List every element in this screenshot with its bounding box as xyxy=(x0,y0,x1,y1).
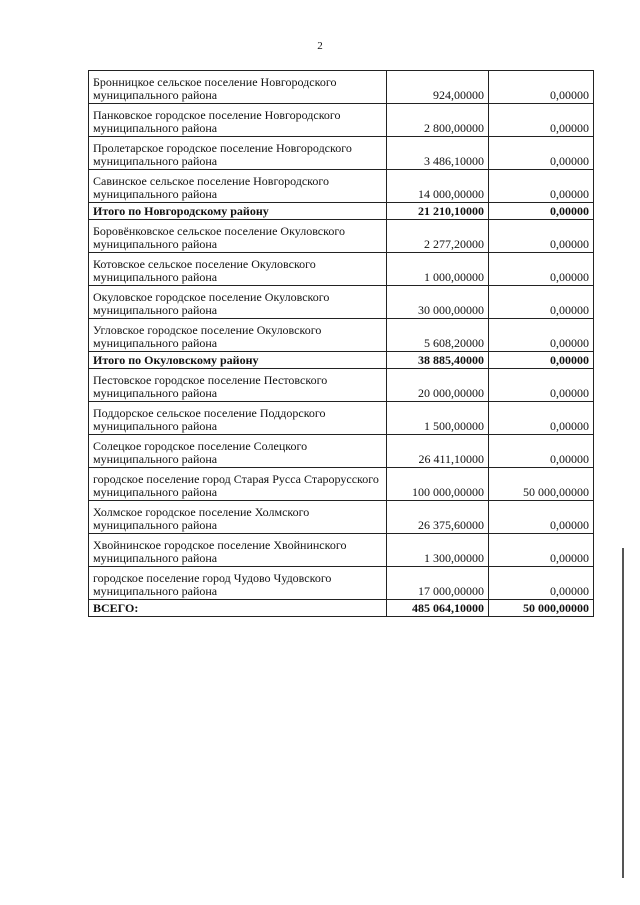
amount-cell: 924,00000 xyxy=(387,71,489,104)
amount-cell-second: 0,00000 xyxy=(489,402,594,435)
settlement-name-cell: Итого по Окуловскому району xyxy=(89,352,387,369)
amount-cell-second: 50 000,00000 xyxy=(489,600,594,617)
amount-cell: 26 375,60000 xyxy=(387,501,489,534)
amount-cell: 3 486,10000 xyxy=(387,137,489,170)
settlement-name-cell: Пестовское городское поселение Пестовского муниципального района xyxy=(89,369,387,402)
settlement-name-cell: Бронницкое сельское поселение Новгородского муниципального района xyxy=(89,71,387,104)
amount-cell: 26 411,10000 xyxy=(387,435,489,468)
total-row xyxy=(89,352,594,369)
scan-edge-mark xyxy=(622,548,624,878)
amount-cell: 2 800,00000 xyxy=(387,104,489,137)
amount-cell: 14 000,00000 xyxy=(387,170,489,203)
amount-cell: 20 000,00000 xyxy=(387,369,489,402)
table-row xyxy=(89,435,594,468)
settlement-name-cell: Угловское городское поселение Окуловского муниципального района xyxy=(89,319,387,352)
settlement-name-cell: Итого по Новгородскому району xyxy=(89,203,387,220)
table-row xyxy=(89,137,594,170)
amount-cell-second: 0,00000 xyxy=(489,253,594,286)
amount-cell-second: 0,00000 xyxy=(489,286,594,319)
amount-cell-second: 50 000,00000 xyxy=(489,468,594,501)
table-row xyxy=(89,468,594,501)
table-row xyxy=(89,534,594,567)
amount-cell-second: 0,00000 xyxy=(489,352,594,369)
amount-cell-second: 0,00000 xyxy=(489,137,594,170)
amount-cell-second: 0,00000 xyxy=(489,369,594,402)
total-row xyxy=(89,600,594,617)
amount-cell: 1 500,00000 xyxy=(387,402,489,435)
settlement-name-cell: Боровёнковское сельское поселение Окуловского муниципального района xyxy=(89,220,387,253)
table-row xyxy=(89,369,594,402)
amount-cell-second: 0,00000 xyxy=(489,567,594,600)
amount-cell: 100 000,00000 xyxy=(387,468,489,501)
amount-cell-second: 0,00000 xyxy=(489,319,594,352)
table-row xyxy=(89,286,594,319)
table-row xyxy=(89,104,594,137)
settlement-name-cell: Солецкое городское поселение Солецкого муниципального района xyxy=(89,435,387,468)
settlement-name-cell: Хвойнинское городское поселение Хвойнинского муниципального района xyxy=(89,534,387,567)
settlement-name-cell: Панковское городское поселение Новгородского муниципального района xyxy=(89,104,387,137)
amount-cell: 1 000,00000 xyxy=(387,253,489,286)
settlement-name-cell: Пролетарское городское поселение Новгородского муниципального района xyxy=(89,137,387,170)
table-row xyxy=(89,253,594,286)
amount-cell: 1 300,00000 xyxy=(387,534,489,567)
amount-cell-second: 0,00000 xyxy=(489,501,594,534)
amount-cell: 17 000,00000 xyxy=(387,567,489,600)
budget-allocation-table xyxy=(88,70,594,617)
amount-cell: 30 000,00000 xyxy=(387,286,489,319)
table-row xyxy=(89,220,594,253)
amount-cell-second: 0,00000 xyxy=(489,534,594,567)
amount-cell-second: 0,00000 xyxy=(489,170,594,203)
total-row xyxy=(89,203,594,220)
amount-cell: 38 885,40000 xyxy=(387,352,489,369)
page-number: 2 xyxy=(317,40,323,52)
table-row xyxy=(89,567,594,600)
settlement-name-cell: городское поселение город Чудово Чудовского муниципального района xyxy=(89,567,387,600)
table-row xyxy=(89,170,594,203)
amount-cell: 5 608,20000 xyxy=(387,319,489,352)
amount-cell-second: 0,00000 xyxy=(489,435,594,468)
settlement-name-cell: городское поселение город Старая Русса Старорусского муниципального района xyxy=(89,468,387,501)
amount-cell: 21 210,10000 xyxy=(387,203,489,220)
settlement-name-cell: ВСЕГО: xyxy=(89,600,387,617)
table-row xyxy=(89,319,594,352)
amount-cell: 2 277,20000 xyxy=(387,220,489,253)
table-row xyxy=(89,402,594,435)
settlement-name-cell: Котовское сельское поселение Окуловского муниципального района xyxy=(89,253,387,286)
settlement-name-cell: Окуловское городское поселение Окуловского муниципального района xyxy=(89,286,387,319)
amount-cell-second: 0,00000 xyxy=(489,203,594,220)
table-body xyxy=(89,71,594,617)
settlement-name-cell: Поддорское сельское поселение Поддорского муниципального района xyxy=(89,402,387,435)
amount-cell-second: 0,00000 xyxy=(489,220,594,253)
settlement-name-cell: Савинское сельское поселение Новгородского муниципального района xyxy=(89,170,387,203)
table-row xyxy=(89,501,594,534)
amount-cell-second: 0,00000 xyxy=(489,71,594,104)
table-row xyxy=(89,71,594,104)
amount-cell-second: 0,00000 xyxy=(489,104,594,137)
settlement-name-cell: Холмское городское поселение Холмского муниципального района xyxy=(89,501,387,534)
amount-cell: 485 064,10000 xyxy=(387,600,489,617)
